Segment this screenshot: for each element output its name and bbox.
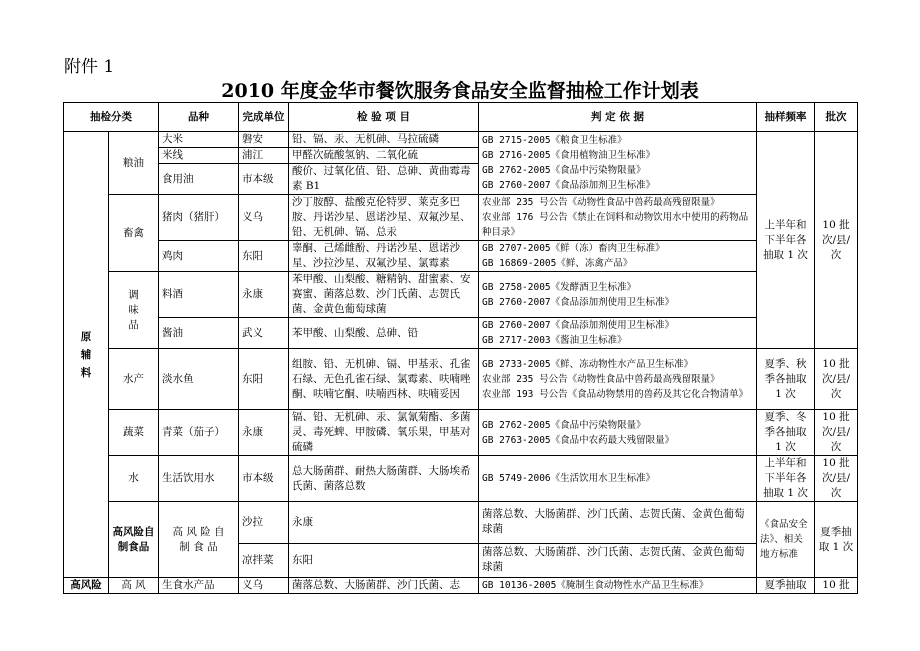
header-batches: 批次 <box>815 103 858 132</box>
variety-cell: 米线 <box>159 148 239 164</box>
batches-cell: 10 批次/县/次 <box>815 456 858 502</box>
basis-line: 农业部 235 号公告《动物性食品中兽药最高残留限量》 <box>482 373 720 385</box>
basis-line: GB 2717-2003《酱油卫生标准》 <box>482 335 627 346</box>
sub-seasoning: 调味品 <box>109 272 159 349</box>
group-raw-materials: 原辅料 <box>64 132 109 578</box>
basis-pork <box>479 195 757 241</box>
unit-cell: 磐安 <box>239 132 289 148</box>
table-row <box>64 318 858 349</box>
batches-cell: 10 批次/县/次 <box>815 349 858 410</box>
basis-veg <box>479 410 757 456</box>
sub-highrisk: 高 风 <box>109 578 159 594</box>
basis-line: 农业部 235 号公告《动物性食品中兽药最高残留限量》 <box>482 197 720 208</box>
unit-cell: 市本级 <box>239 164 289 195</box>
header-variety: 品种 <box>159 103 239 132</box>
unit-cell: 东阳 <box>239 349 289 410</box>
unit-cell: 浦江 <box>239 148 289 164</box>
basis-line: GB 2707-2005《鲜（冻）畜肉卫生标准》 <box>482 243 665 254</box>
basis-water: GB 5749-2006《生活饮用水卫生标准》 <box>479 456 757 502</box>
basis-line: GB 2758-2005《发酵酒卫生标准》 <box>482 281 637 293</box>
basis-line: GB 2716-2005《食用植物油卫生标准》 <box>482 150 656 161</box>
variety-cell: 猪肉（猪肝） <box>159 195 239 241</box>
variety-cell: 大米 <box>159 132 239 148</box>
basis-fish <box>479 349 757 410</box>
variety-cell: 淡水鱼 <box>159 349 239 410</box>
table-row <box>64 456 858 502</box>
header-category: 抽检分类 <box>64 103 159 132</box>
group-highrisk-self: 高风险自制食品 <box>109 502 159 578</box>
items-cell: 铅、镉、汞、无机砷、马拉硫磷 <box>289 132 479 148</box>
unit-cell: 市本级 <box>239 456 289 502</box>
table-row <box>64 132 858 148</box>
variety-cell: 鸡肉 <box>159 241 239 272</box>
variety-cell: 沙拉 <box>239 502 289 544</box>
items-cell: 组胺、铅、无机砷、镉、甲基汞、孔雀石绿、无色孔雀石绿、氯霉素、呋喃唑酮、呋喃它酮、呋喃西林、呋喃妥因 <box>289 349 479 410</box>
sub-vegetable: 蔬菜 <box>109 410 159 456</box>
unit-cell: 义乌 <box>239 195 289 241</box>
sub-highrisk-self: 高 风 险 自 制 食 品 <box>159 502 239 578</box>
items-cell: 菌落总数、大肠菌群、沙门氏菌、志 <box>289 578 479 594</box>
basis-line: GB 2715-2005《粮食卫生标准》 <box>482 135 627 146</box>
table-row <box>64 272 858 318</box>
batches-cell: 10 批次/县/次 <box>815 410 858 456</box>
sub-livestock: 畜禽 <box>109 195 159 272</box>
unit-cell: 永康 <box>239 410 289 456</box>
table-row <box>64 241 858 272</box>
table-row <box>64 502 858 544</box>
basis-chicken <box>479 241 757 272</box>
table-row <box>64 410 858 456</box>
page-title: 2010 年度金华市餐饮服务食品安全监督抽检工作计划表 <box>221 80 699 102</box>
basis-line: GB 2760-2007《食品添加剂卫生标准》 <box>482 180 656 191</box>
basis-line: GB 16869-2005《鲜、冻禽产品》 <box>482 258 633 269</box>
unit-cell: 东阳 <box>239 241 289 272</box>
batches-cell: 10 批 <box>815 578 858 594</box>
unit-cell: 永康 <box>289 502 479 544</box>
items-cell: 苯甲酸、山梨酸、糖精钠、甜蜜素、安赛蜜、菌落总数、沙门氏菌、志贺氏菌、金黄色葡萄球菌 <box>289 272 479 318</box>
items-cell: 镉、铅、无机砷、汞、氯氰菊酯、多菌灵、毒死蜱、甲胺磷、氧乐果，甲基对硫磷 <box>289 410 479 456</box>
basis-line: GB 2763-2005《食品中农药最大残留限量》 <box>482 434 675 446</box>
frequency-cell: 夏季抽取 <box>757 578 815 594</box>
basis-grain <box>479 132 757 195</box>
items-cell: 菌落总数、大肠菌群、沙门氏菌、志贺氏菌、金黄色葡萄球菌 <box>479 543 757 577</box>
variety-cell: 凉拌菜 <box>239 543 289 577</box>
frequency-cell: 夏季、秋季各抽取 1 次 <box>757 349 815 410</box>
basis-wine <box>479 272 757 318</box>
basis-highrisk-self: 《食品安全法》、相关地方标准 <box>757 502 815 578</box>
header-unit: 完成单位 <box>239 103 289 132</box>
header-basis: 判 定 依 据 <box>479 103 757 132</box>
unit-cell: 义乌 <box>239 578 289 594</box>
items-cell: 菌落总数、大肠菌群、沙门氏菌、志贺氏菌、金黄色葡萄球菌 <box>479 502 757 544</box>
group-highrisk: 高风险 <box>64 578 109 594</box>
unit-cell: 永康 <box>239 272 289 318</box>
variety-cell: 生活饮用水 <box>159 456 239 502</box>
basis-line: GB 2762-2005《食品中污染物限量》 <box>482 165 646 176</box>
table-row <box>64 195 858 241</box>
sub-aquatic: 水产 <box>109 349 159 410</box>
inspection-plan-table <box>63 102 858 594</box>
frequency-cell: 上半年和下半年各抽取 1 次 <box>757 132 815 349</box>
sub-grain: 粮油 <box>109 132 159 195</box>
items-cell: 睾酮、己烯雌酚、丹诺沙星、恩诺沙星、沙拉沙星、双氟沙星、氯霉素 <box>289 241 479 272</box>
basis-line: 农业部 193 号公告《食品动物禁用的兽药及其它化合物清单》 <box>482 388 749 400</box>
variety-cell: 食用油 <box>159 164 239 195</box>
unit-cell: 武义 <box>239 318 289 349</box>
unit-cell: 东阳 <box>289 543 479 577</box>
basis-line: GB 2760-2007《食品添加剂使用卫生标准》 <box>482 296 675 308</box>
frequency-cell: 夏季抽取 1 次 <box>815 502 858 578</box>
frequency-cell: 上半年和下半年各抽取 1 次 <box>757 456 815 502</box>
batches-cell: 10 批次/县/次 <box>815 132 858 349</box>
variety-cell: 酱油 <box>159 318 239 349</box>
basis-line: 农业部 176 号公告《禁止在饲料和动物饮用水中使用的药物品种目录》 <box>482 212 749 238</box>
basis-line: GB 2760-2007《食品添加剂使用卫生标准》 <box>482 320 675 331</box>
variety-cell: 料酒 <box>159 272 239 318</box>
items-cell: 苯甲酸、山梨酸、总砷、铅 <box>289 318 479 349</box>
header-items: 检 验 项 目 <box>289 103 479 132</box>
variety-cell: 青菜（茄子） <box>159 410 239 456</box>
basis-line: GB 2762-2005《食品中污染物限量》 <box>482 419 646 431</box>
sub-water: 水 <box>109 456 159 502</box>
items-cell: 酸价、过氧化值、铅、总砷、黄曲霉毒素 B1 <box>289 164 479 195</box>
variety-cell: 生食水产品 <box>159 578 239 594</box>
basis-soy <box>479 318 757 349</box>
frequency-cell: 夏季、冬季各抽取 1 次 <box>757 410 815 456</box>
attachment-label: 附件 1 <box>64 57 115 77</box>
items-cell: 总大肠菌群、耐热大肠菌群、大肠埃希氏菌、菌落总数 <box>289 456 479 502</box>
items-cell: 甲醛次硫酸氢钠、二氧化硫 <box>289 148 479 164</box>
table-row <box>64 349 858 410</box>
basis-raw: GB 10136-2005《腌制生食动物性水产品卫生标准》 <box>479 578 757 594</box>
items-cell: 沙丁胺醇、盐酸克伦特罗、莱克多巴胺、丹诺沙星、恩诺沙星、双氟沙星、铅、无机砷、镉、总汞 <box>289 195 479 241</box>
header-frequency: 抽样频率 <box>757 103 815 132</box>
table-row <box>64 578 858 594</box>
basis-line: GB 2733-2005《鲜、冻动物性水产品卫生标准》 <box>482 358 694 370</box>
table-header-row <box>64 103 858 132</box>
